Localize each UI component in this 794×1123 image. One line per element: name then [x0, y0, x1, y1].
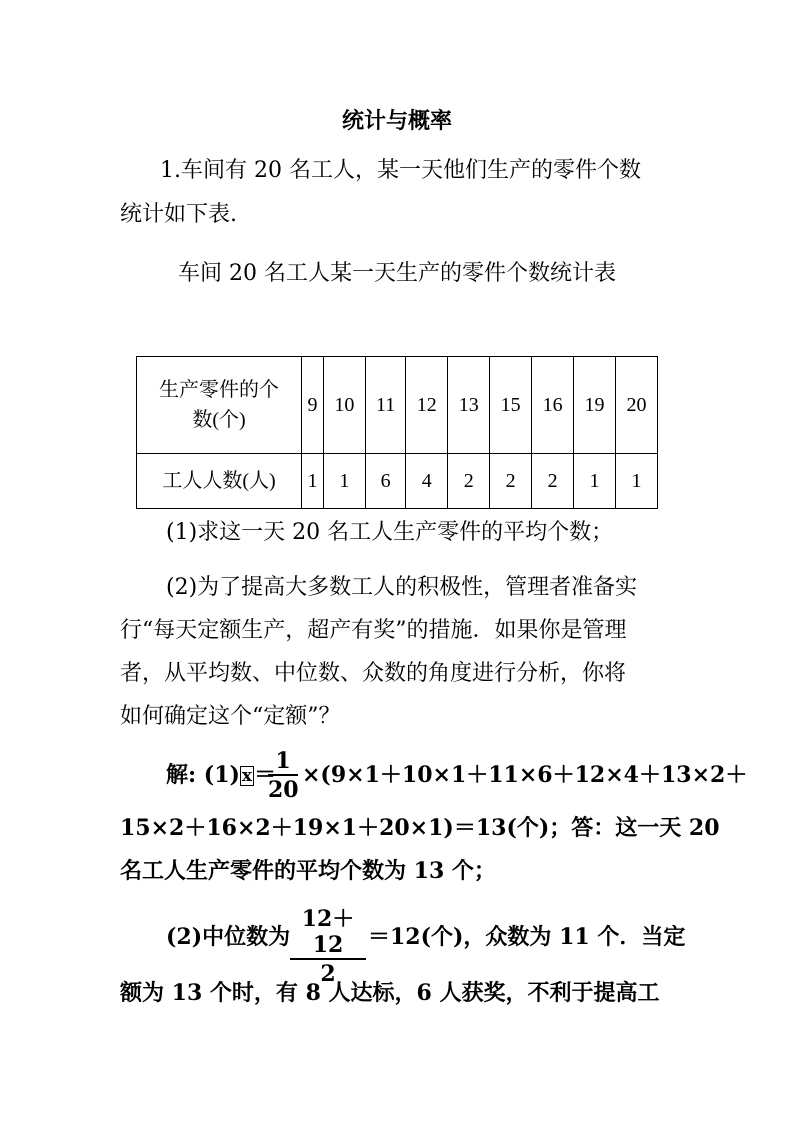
- mean-x-bar-symbol: x: [241, 766, 253, 786]
- table-row: [137, 454, 658, 509]
- value-cell: 10: [323, 357, 365, 454]
- question-2-line-1: (2)为了提高大多数工人的积极性，管理者准备实: [166, 575, 638, 600]
- fraction-median: [290, 906, 366, 988]
- solution-1-expression: ×(9×1＋10×1＋11×6＋12×4＋13×2＋: [302, 762, 748, 788]
- count-cell: 2: [448, 454, 490, 509]
- statistics-table: [136, 356, 658, 509]
- count-cell: 6: [365, 454, 405, 509]
- solution-2-line-2: 额为 13 个时，有 8 人达标，6 人获奖，不利于提高工: [120, 980, 660, 1006]
- value-cell: 16: [532, 357, 574, 454]
- solution-2-expression: ＝12(个)，众数为 11 个．当定: [368, 924, 686, 950]
- solution-1-line-3: 名工人生产零件的平均个数为 13 个；: [120, 858, 496, 884]
- table-row: [137, 357, 658, 454]
- count-cell: 1: [323, 454, 365, 509]
- count-cell: 4: [406, 454, 448, 509]
- value-cell: 12: [406, 357, 448, 454]
- problem-line-1: 1.车间有 20 名工人，某一天他们生产的零件个数: [160, 158, 641, 183]
- fraction-numerator: 1: [275, 748, 291, 774]
- solution-1-prefix: [166, 760, 276, 790]
- solution-1-line-2: 15×2＋16×2＋19×1＋20×1)＝13(个)；答：这一天 20: [120, 815, 720, 841]
- table-header-cell: [137, 357, 302, 454]
- value-cell: 11: [365, 357, 405, 454]
- solution-label: 解: (1): [166, 762, 240, 788]
- solution-2-prefix: (2)中位数为: [166, 924, 291, 950]
- question-2-line-3: 者，从平均数、中位数、众数的角度进行分析，你将: [120, 661, 627, 686]
- problem-line-2: 统计如下表.: [120, 202, 237, 227]
- value-cell: 15: [490, 357, 532, 454]
- value-cell: 13: [448, 357, 490, 454]
- page-title: 统计与概率: [341, 108, 452, 134]
- question-2-line-4: 如何确定这个“定额”？: [120, 704, 341, 729]
- count-cell: 1: [615, 454, 657, 509]
- count-cell: 2: [490, 454, 532, 509]
- fraction-one-twentieth: [268, 748, 298, 804]
- value-cell: 9: [302, 357, 324, 454]
- row-header-cell: 工人人数(人): [137, 454, 302, 509]
- count-cell: 2: [532, 454, 574, 509]
- table-caption: 车间 20 名工人某一天生产的零件个数统计表: [178, 261, 616, 286]
- header-text-line-2: 数(个): [192, 409, 246, 431]
- header-text-line-1: 生产零件的个: [159, 379, 279, 401]
- question-1: (1)求这一天 20 名工人生产零件的平均个数；: [166, 520, 614, 545]
- value-cell: 19: [574, 357, 616, 454]
- value-cell: 20: [615, 357, 657, 454]
- fraction-denominator: 20: [268, 777, 299, 803]
- question-2-line-2: 行“每天定额生产，超产有奖”的措施．如果你是管理: [120, 618, 627, 643]
- equals-sign: ＝: [254, 762, 277, 788]
- count-cell: 1: [302, 454, 324, 509]
- fraction-numerator: 12＋12: [301, 906, 355, 958]
- fraction-denominator: 2: [320, 961, 336, 987]
- count-cell: 1: [574, 454, 616, 509]
